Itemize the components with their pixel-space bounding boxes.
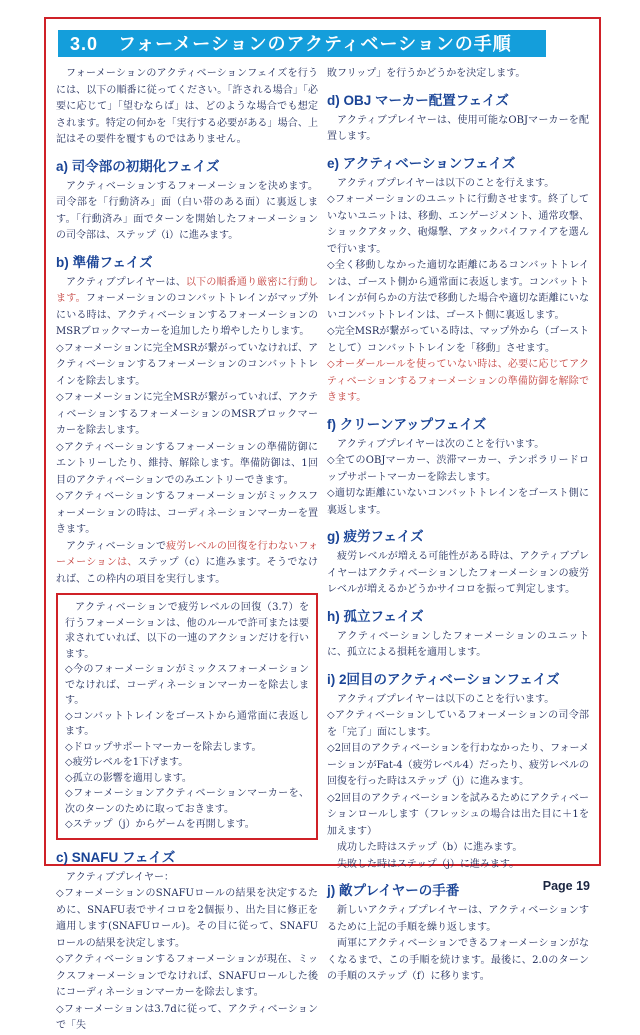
body-text: 疲労レベルが増える可能性がある時は、アクティブプレイヤーはアクティベーションしたフォーメーションの疲労レベルが増えるかどうかサイコロを振って判定します。 <box>327 551 589 595</box>
section-banner <box>58 30 546 57</box>
body-text: ◇フォーメーションのユニットに行動させます。終了していないユニットは、移動、エンゲージメント、通常攻撃、ショックアタック、砲爆撃、アタックバイファイアを選んで行います。 <box>327 194 589 255</box>
bullet-item <box>327 258 589 324</box>
body-text: アクティベーションで <box>66 540 167 552</box>
paragraph <box>327 692 589 709</box>
body-text: ◇全てのOBJマーカー、渋滞マーカー、テンポラリードロップサポートマーカーを除去します。 <box>327 455 589 483</box>
bullet-item <box>56 341 318 391</box>
paragraph <box>56 275 318 341</box>
bullet-item <box>327 324 589 357</box>
bullet-item <box>327 791 589 841</box>
body-text: ◇アクティベーションしているフォーメーションの司令部を「完了」面にします。 <box>327 710 589 738</box>
paragraph <box>327 903 589 936</box>
bullet-item <box>327 708 589 741</box>
body-text: ◇ステップ（j）からゲームを再開します。 <box>65 819 255 830</box>
body-text: ステップ（c）に進みます。そうでなければ、この枠内の項目を実行します。 <box>56 557 318 585</box>
bullet-item <box>327 192 589 258</box>
body-text: ◇完全MSRが繋がっている時は、マップ外から（ゴーストとして）コンバットトレインを「移動」させます。 <box>327 326 589 354</box>
paragraph <box>327 840 589 857</box>
body-text: ◇疲労レベルを1下げます。 <box>65 757 189 768</box>
body-text: 成功した時はステップ（b）に進みます。 <box>337 842 523 853</box>
bullet-item <box>65 662 309 709</box>
body-text: 両軍にアクティベーションできるフォーメーションがなくなるまで、この手順を続けます。最後に、2.0のターンの手順のステップ（f）に移ります。 <box>327 938 589 982</box>
body-text: アクティベーションしたフォーメーションのユニットに、孤立による損耗を適用します。 <box>327 630 589 658</box>
bullet-item <box>65 786 309 817</box>
bullet-item <box>65 755 309 771</box>
section-heading: g) 疲労フェイズ <box>327 529 424 544</box>
body-text: ◇フォーメーションに完全MSRが繋がっていなければ、アクティベーションするフォーメーションのコンバットトレインを除去します。 <box>56 342 318 387</box>
bullet-item <box>65 771 309 787</box>
fatigue-recovery-highlight-box <box>56 593 318 840</box>
section-number: 3.0 <box>70 34 99 54</box>
body-text: ◇孤立の影響を適用します。 <box>65 772 192 784</box>
paragraph <box>327 857 589 874</box>
bullet-item <box>65 709 309 740</box>
body-text: アクティブプレイヤーは、使用可能なOBJマーカーを配置します。 <box>327 114 589 142</box>
paragraph <box>65 600 309 662</box>
section-title: フォーメーションのアクティベーションの手順 <box>118 34 512 54</box>
body-text: ◇アクティベーションするフォーメーションの準備防御にエントリーしたり、維持、解除します。準備防御は、1回目のアクティベーションでのみエントリーできます。 <box>56 441 318 486</box>
paragraph <box>327 437 589 454</box>
section-heading: i) 2回目のアクティベーションフェイズ <box>327 671 560 687</box>
red-emphasis-text: ◇オーダールールを使っていない時は、必要に応じてアクティベーションするフォーメーションの準備防御を解除できます。 <box>327 359 589 403</box>
body-text: フォーメーションのアクティベーションフェイズを行うには、以下の順番に従ってください。「許される場合」「必要に応じて」「望むならば」は、どのような場合でも想定されます。特定の何かを「実行する必要がある」場合、上記はその要件を覆すものではありません。 <box>56 68 318 145</box>
bullet-item <box>56 886 318 952</box>
bullet-item <box>65 740 309 756</box>
body-text: アクティベーションで疲労レベルの回復（3.7）を行うフォーメーションは、他のルールで許可または要求されていれば、以下の一連のアクションだけを行います。 <box>65 602 309 660</box>
section-heading: c) SNAFU フェイズ <box>56 849 176 865</box>
section-heading: d) OBJ マーカー配置フェイズ <box>327 92 509 108</box>
section-heading: b) 準備フェイズ <box>56 254 153 270</box>
body-text: ◇適切な距離にいないコンバットトレインをゴースト側に裏返します。 <box>327 488 589 516</box>
bullet-item <box>56 390 318 440</box>
body-text: フォーメーションのコンバットトレインがマップ外にいる時は、アクティベーションするフォーメーションのMSRブロックマーカーを追加したり増やしたりします。 <box>56 293 319 337</box>
body-text: ◇フォーメーションアクティベーションマーカーを、次のターンのために取っておきます。 <box>65 788 309 815</box>
paragraph <box>327 113 589 146</box>
body-text: 新しいアクティブプレイヤーは、アクティベーションするために上記の手順を繰り返します。 <box>327 905 589 933</box>
body-text: アクティブプレイヤーは以下のことを行えます。 <box>337 177 555 189</box>
bullet-item <box>56 440 318 490</box>
bullet-item <box>327 486 589 519</box>
body-text: ◇今のフォーメーションがミックスフォーメーションでなければ、コーディネーションマーカーを除去します。 <box>65 664 309 706</box>
body-text: ◇アクティベーションするフォーメーションがミックスフォーメーションの時は、コーディネーションマーカーを置きます。 <box>56 491 318 535</box>
left-column <box>56 66 318 1035</box>
page-number: Page 19 <box>542 879 590 893</box>
bullet-item <box>65 817 309 833</box>
two-column-layout <box>56 66 589 1035</box>
paragraph <box>56 870 318 887</box>
paragraph <box>327 629 589 662</box>
body-text: ◇コンバットトレインをゴーストから通常面に表返します。 <box>65 710 309 737</box>
body-text: アクティベーションするフォーメーションを決めます。司令部を「行動済み」面（白い帯のある面）に裏返します。「行動済み」面でターンを開始したフォーメーションの司令部は、ステップ（i）に進みます。 <box>56 180 318 241</box>
body-text: 敗フリップ」を行うかどうかを決定します。 <box>327 68 526 79</box>
body-text: 失敗した時はステップ（j）に進みます。 <box>337 858 520 870</box>
section-heading: f) クリーンアップフェイズ <box>327 416 487 432</box>
bullet-item <box>56 1002 318 1035</box>
body-text: ◇アクティベーションするフォーメーションが現在、ミックスフォーメーションでなければ、SNAFUロールした後にコーディネーションマーカーを除去します。 <box>56 954 318 998</box>
body-text: ◇2回目のアクティベーションを行わなかったり、フォーメーションがFat-4（疲労レベル4）だったり、疲労レベルの回復を行った時はステップ（j）に進みます。 <box>327 743 589 787</box>
body-text: アクティブプレイヤーは以下のことを行います。 <box>337 693 555 705</box>
bullet-item <box>327 357 589 407</box>
bullet-item <box>56 952 318 1002</box>
bullet-item <box>327 453 589 486</box>
paragraph <box>56 66 318 149</box>
body-text: アクティブプレイヤーは次のことを行います。 <box>337 438 545 450</box>
red-emphasis-text: 疲労レベルの回復を行わないフォーメーションは、 <box>56 540 319 568</box>
section-heading: e) アクティベーションフェイズ <box>327 155 516 171</box>
body-text: アクティブプレイヤー： <box>66 871 174 883</box>
red-emphasis-text: 以下の順番通り厳密に行動します。 <box>56 276 318 304</box>
paragraph <box>327 549 589 599</box>
bullet-item <box>327 741 589 791</box>
paragraph <box>56 539 318 589</box>
section-heading: a) 司令部の初期化フェイズ <box>56 158 220 174</box>
section-heading: j) 敵プレイヤーの手番 <box>327 883 460 898</box>
body-text: ◇フォーメーションのSNAFUロールの結果を決定するために、SNAFU表でサイコロを2個振り、出た目に修正を適用します(SNAFUロール)。その目に従って、SNAFUロールの結果を決定します。 <box>56 888 318 949</box>
body-text: ◇全く移動しなかった適切な距離にあるコンバットトレインは、ゴースト側から通常面に表返します。コンバットトレインが何らかの方法で移動した場合や適切な距離にいないコンバットトレインは、ゴースト側に裏返します。 <box>327 260 589 321</box>
body-text: ◇2回目のアクティベーションを試みるためにアクティベーションロールします（フレッシュの場合は出た目に＋1を加えます） <box>327 792 589 837</box>
body-text: ◇フォーメーションに完全MSRが繋がっていれば、アクティベーションするフォーメーションのMSRブロックマーカーを除去します。 <box>56 392 318 436</box>
section-heading: h) 孤立フェイズ <box>327 608 424 624</box>
paragraph <box>56 179 318 245</box>
body-text: アクティブプレイヤーは、 <box>66 276 186 288</box>
paragraph <box>327 176 589 193</box>
paragraph <box>327 66 589 83</box>
bullet-item <box>56 489 318 539</box>
body-text: ◇フォーメーションは3.7dに従って、アクティベーションで「失 <box>56 1003 318 1031</box>
body-text: ◇ドロップサポートマーカーを除去します。 <box>65 741 262 753</box>
paragraph <box>327 936 589 986</box>
